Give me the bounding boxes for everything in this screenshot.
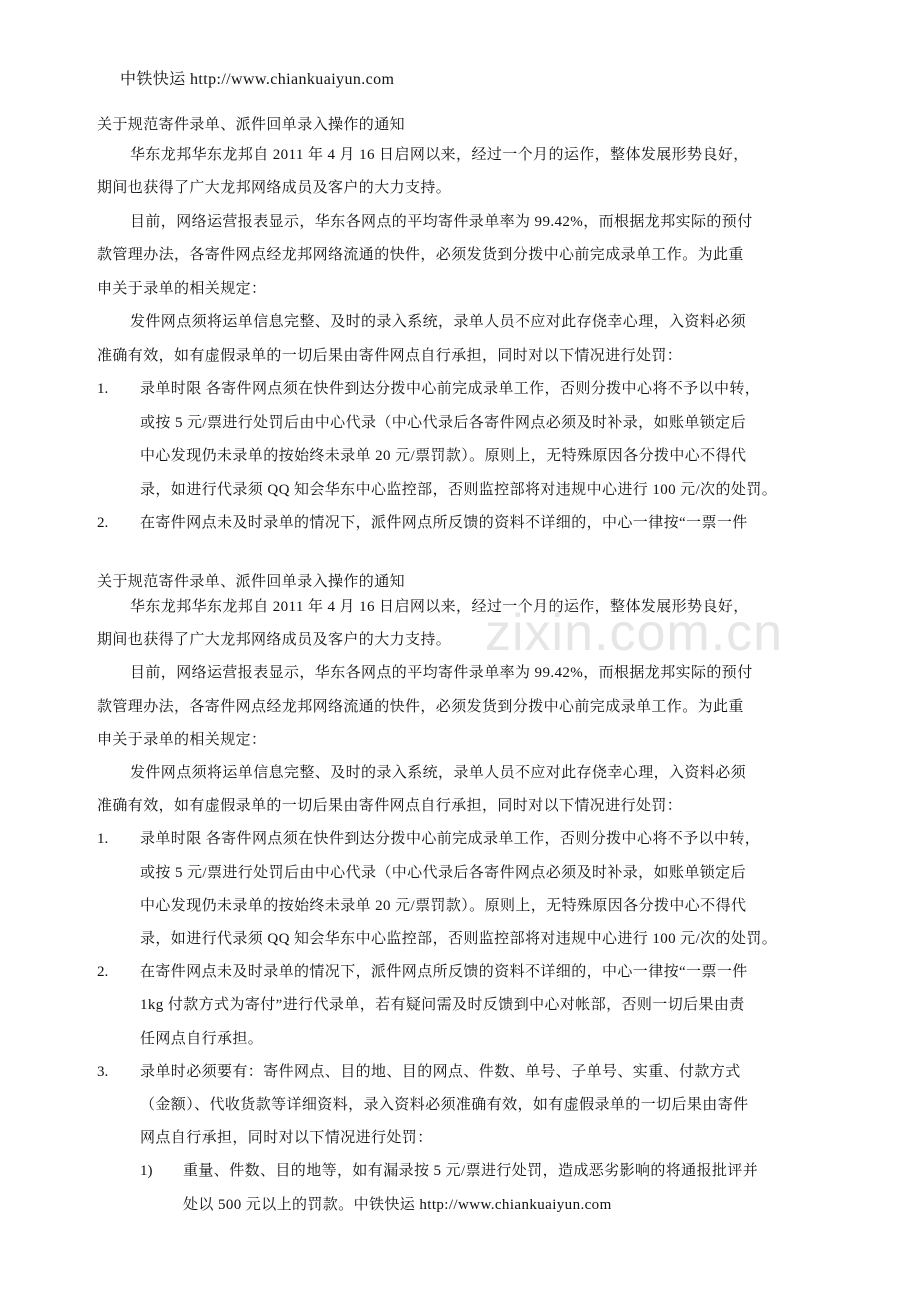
- paragraph-line: 华东龙邦华东龙邦自 2011 年 4 月 16 日启网以来，经过一个月的运作，整体发展形势良好，: [130, 599, 749, 615]
- paragraph-line: 或按 5 元/票进行处罚后由中心代录（中心代录后各寄件网点必须及时补录，如账单锁定后: [140, 414, 746, 431]
- list-marker: 1): [140, 1163, 153, 1180]
- list-item-text: 在寄件网点未及时录单的情况下，派件网点所反馈的资料不详细的，中心一律按“一票一件: [140, 514, 748, 531]
- page-header: 中铁快运 http://www.chiankuaiyun.com: [120, 71, 395, 88]
- list-item-text: 录单时必须要有：寄件网点、目的地、目的网点、件数、单号、子单号、实重、付款方式: [140, 1063, 741, 1080]
- paragraph-line: 或按 5 元/票进行处罚后由中心代录（中心代录后各寄件网点必须及时补录，如账单锁定后: [140, 864, 746, 881]
- paragraph-line: 目前，网络运营报表显示，华东各网点的平均寄件录单率为 99.42%，而根据龙邦实际的预付: [130, 665, 753, 682]
- paragraph-line: （金额）、代收货款等详细资料，录入资料必须准确有效，如有虚假录单的一切后果由寄件: [140, 1097, 749, 1113]
- notice-title: 关于规范寄件录单、派件回单录入操作的通知: [97, 117, 406, 133]
- list-marker: 3.: [97, 1063, 109, 1080]
- list-item-text: 录单时限 各寄件网点须在快件到达分拨中心前完成录单工作，否则分拨中心将不予以中转，: [140, 381, 761, 398]
- notice-title: 关于规范寄件录单、派件回单录入操作的通知: [97, 574, 406, 590]
- paragraph-line: 准确有效，如有虚假录单的一切后果由寄件网点自行承担，同时对以下情况进行处罚：: [97, 347, 683, 364]
- paragraph-line: 网点自行承担，同时对以下情况进行处罚：: [140, 1130, 433, 1147]
- list-marker: 2.: [97, 964, 109, 981]
- watermark: zixin.com.cn: [485, 604, 784, 662]
- paragraph-line: 款管理办法，各寄件网点经龙邦网络流通的快件，必须发货到分拨中心前完成录单工作。为此重: [97, 698, 744, 715]
- paragraph-line: 申关于录单的相关规定：: [97, 731, 267, 748]
- paragraph-line: 发件网点须将运单信息完整、及时的录入系统，录单人员不应对此存侥幸心理，入资料必须: [130, 765, 747, 781]
- paragraph-line: 录，如进行代录须 QQ 知会华东中心监控部，否则监控部将对违规中心进行 100 元/次的处罚。: [140, 481, 778, 498]
- paragraph-line: 1kg 付款方式为寄付”进行代录单，若有疑问需及时反馈到中心对帐部，否则一切后果由责: [140, 997, 745, 1014]
- list-item-text: 在寄件网点未及时录单的情况下，派件网点所反馈的资料不详细的，中心一律按“一票一件: [140, 964, 748, 981]
- paragraph-line: 中心发现仍未录单的按始终未录单 20 元/票罚款）。原则上，无特殊原因各分拨中心不得代: [140, 448, 747, 465]
- paragraph-line: 期间也获得了广大龙邦网络成员及客户的大力支持。: [97, 632, 452, 649]
- paragraph-line: 申关于录单的相关规定：: [97, 280, 267, 297]
- paragraph-line: 中心发现仍未录单的按始终未录单 20 元/票罚款）。原则上，无特殊原因各分拨中心不得代: [140, 897, 747, 914]
- list-marker: 2.: [97, 514, 109, 531]
- paragraph-line: 处以 500 元以上的罚款。中铁快运 http://www.chiankuaiyun.com: [183, 1196, 612, 1213]
- paragraph-line: 录，如进行代录须 QQ 知会华东中心监控部，否则监控部将对违规中心进行 100 元/次的处罚。: [140, 931, 778, 947]
- paragraph-line: 目前，网络运营报表显示，华东各网点的平均寄件录单率为 99.42%，而根据龙邦实际的预付: [130, 213, 753, 230]
- paragraph-line: 发件网点须将运单信息完整、及时的录入系统，录单人员不应对此存侥幸心理，入资料必须: [130, 314, 747, 331]
- list-item-text: 重量、件数、目的地等，如有漏录按 5 元/票进行处罚，造成恶劣影响的将通报批评并: [183, 1163, 759, 1180]
- list-item-text: 录单时限 各寄件网点须在快件到达分拨中心前完成录单工作，否则分拨中心将不予以中转，: [140, 831, 761, 848]
- paragraph-line: 准确有效，如有虚假录单的一切后果由寄件网点自行承担，同时对以下情况进行处罚：: [97, 798, 683, 815]
- list-marker: 1.: [97, 381, 109, 398]
- paragraph-line: 款管理办法，各寄件网点经龙邦网络流通的快件，必须发货到分拨中心前完成录单工作。为此重: [97, 247, 744, 264]
- paragraph-line: 期间也获得了广大龙邦网络成员及客户的大力支持。: [97, 180, 452, 197]
- paragraph-line: 任网点自行承担。: [140, 1030, 264, 1047]
- list-marker: 1.: [97, 831, 109, 848]
- paragraph-line: 华东龙邦华东龙邦自 2011 年 4 月 16 日启网以来，经过一个月的运作，整体发展形势良好，: [130, 147, 749, 163]
